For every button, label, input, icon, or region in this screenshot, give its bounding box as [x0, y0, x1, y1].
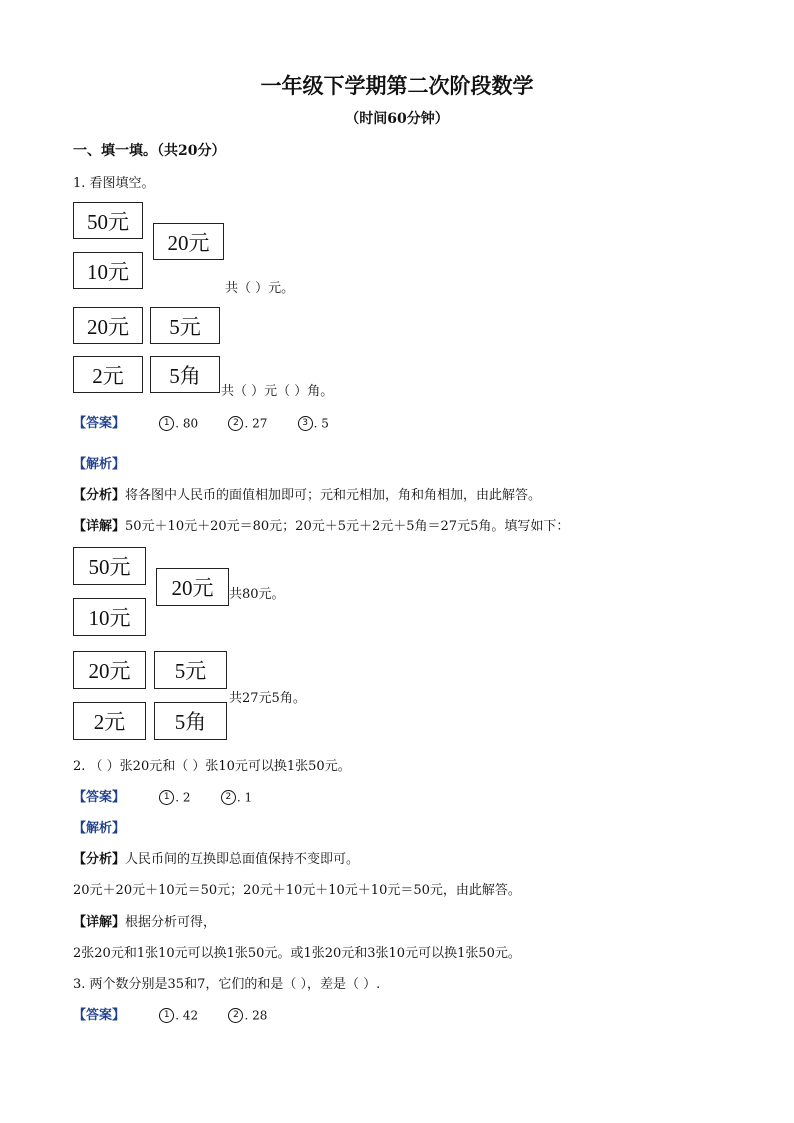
fenxi-label: 【分析】 [73, 488, 126, 503]
answer-value: . 5 [313, 416, 329, 431]
answer-value: . 42 [175, 1008, 199, 1023]
q2-detail [73, 911, 216, 930]
money-note: 2元 [73, 356, 143, 393]
answer-label: 【答案】 [73, 1008, 126, 1023]
answer-marker: 2 [228, 1008, 243, 1023]
money-note: 20元 [73, 651, 146, 689]
q1-filled-total-2: 共27元5角。 [229, 691, 306, 706]
q2-prompt: 2. （ ）张20元和（ ）张10元可以换1张50元。 [73, 759, 351, 774]
answer-value: . 1 [236, 790, 253, 805]
answer-value: . 80 [175, 416, 199, 431]
money-note: 20元 [73, 307, 143, 344]
q1-fenxi [73, 484, 541, 503]
answer-value: . 28 [244, 1008, 268, 1023]
answer-label: 【答案】 [73, 790, 126, 805]
fenxi-label: 【分析】 [73, 852, 126, 867]
money-note: 5元 [150, 307, 220, 344]
answer-marker: 1 [159, 1008, 174, 1023]
money-note: 50元 [73, 202, 143, 239]
page-subtitle: （时间60分钟） [345, 111, 449, 127]
detail-text: 50元＋10元＋20元＝80元；20元＋5元＋2元＋5角＝27元5角。填写如下： [125, 519, 570, 534]
money-note: 20元 [156, 568, 229, 606]
q1-detail [73, 515, 569, 534]
money-note: 2元 [73, 702, 146, 740]
q1-answer-row [73, 412, 329, 431]
answer-marker: 3 [298, 416, 313, 431]
answer-marker: 2 [228, 416, 243, 431]
q1-filled-total-1: 共80元。 [229, 587, 285, 602]
q1-prompt: 1. 看图填空。 [73, 176, 155, 191]
detail-label: 【详解】 [73, 915, 126, 930]
money-note: 50元 [73, 547, 146, 585]
q2-answer-row [73, 786, 252, 805]
detail-label: 【详解】 [73, 519, 126, 534]
q2-result-line: 2张20元和1张10元可以换1张50元。或1张20元和3张10元可以换1张50元。 [73, 946, 521, 961]
money-note: 5角 [150, 356, 220, 393]
detail-text: 根据分析可得， [125, 915, 217, 930]
section-title: 一、填一填。（共20分） [73, 143, 226, 159]
money-note: 5元 [154, 651, 227, 689]
answer-label: 【答案】 [73, 416, 126, 431]
fenxi-text: 将各图中人民币的面值相加即可；元和元相加，角和角相加，由此解答。 [125, 488, 542, 503]
money-note: 5角 [154, 702, 227, 740]
analysis-label: 【解析】 [73, 821, 126, 836]
q3-answer-row [73, 1004, 267, 1023]
q2-calc-line: 20元＋20元＋10元＝50元；20元＋10元＋10元＋10元＝50元，由此解答。 [73, 883, 521, 898]
q1-blank-total-yuan-jiao: 共（ ）元（ ）角。 [221, 384, 334, 399]
answer-marker: 2 [221, 790, 236, 805]
money-note: 10元 [73, 252, 143, 289]
analysis-label: 【解析】 [73, 457, 126, 472]
q2-fenxi [73, 848, 359, 867]
money-note: 20元 [153, 223, 224, 260]
q3-prompt: 3. 两个数分别是35和7，它们的和是（ ），差是（ ）. [73, 977, 381, 992]
page-title: 一年级下学期第二次阶段数学 [260, 73, 534, 98]
answer-marker: 1 [159, 416, 174, 431]
q1-blank-total-yuan: 共（ ）元。 [225, 281, 295, 296]
fenxi-text: 人民币间的互换即总面值保持不变即可。 [125, 852, 360, 867]
answer-value: . 27 [244, 416, 268, 431]
money-note: 10元 [73, 598, 146, 636]
answer-marker: 1 [159, 790, 174, 805]
answer-value: . 2 [175, 790, 191, 805]
